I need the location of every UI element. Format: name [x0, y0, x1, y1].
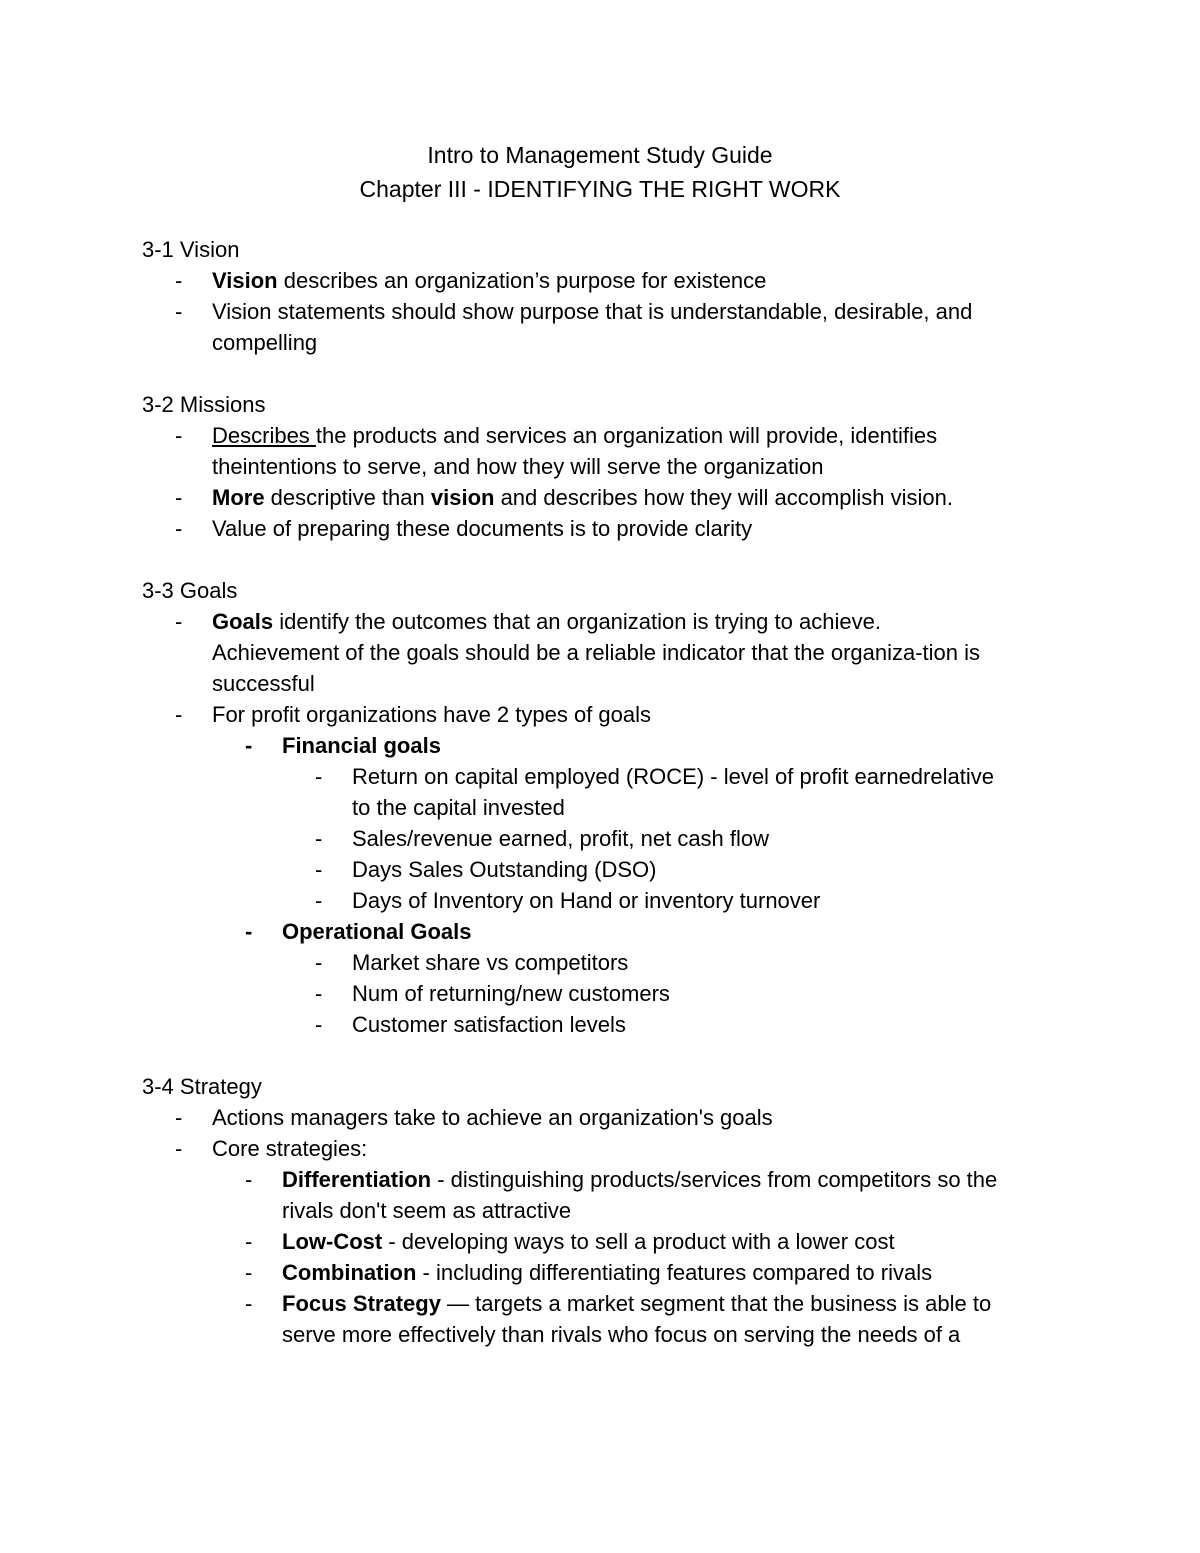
bold-term: More: [212, 485, 265, 510]
item-text: Actions managers take to achieve an organization's goals: [212, 1105, 773, 1130]
bullet-dash: -: [315, 1012, 323, 1037]
list-item: [142, 265, 1072, 296]
list-item: [142, 1102, 1072, 1133]
list-item: [142, 699, 1072, 730]
document-title: Intro to Management Study Guide: [427, 142, 773, 168]
bullet-dash: -: [175, 702, 183, 727]
list-item: [142, 1164, 1072, 1226]
item-text: Value of preparing these documents is to provide clarity: [212, 516, 753, 541]
bullet-dash: -: [315, 826, 323, 851]
bullet-dash: -: [175, 1105, 183, 1130]
bullet-dash: -: [175, 485, 183, 510]
item-text: Num of returning/new customers: [352, 981, 670, 1006]
item-text: successful: [212, 671, 315, 696]
item-text: descriptive than: [264, 485, 431, 510]
bullet-dash: -: [245, 919, 253, 944]
bullet-dash: -: [175, 516, 183, 541]
list-item: [142, 1009, 1072, 1040]
bullet-dash: -: [315, 764, 323, 789]
bullet-dash: -: [315, 888, 323, 913]
item-text: - developing ways to sell a product with a lower cost: [382, 1229, 895, 1254]
item-text: Days Sales Outstanding (DSO): [352, 857, 657, 882]
bold-term: Vision: [212, 268, 278, 293]
subheading-financial-goals: Financial goals: [282, 733, 441, 758]
underlined-term: Describes: [212, 423, 316, 448]
list-item: [142, 1226, 1072, 1257]
bullet-dash: -: [175, 609, 183, 634]
section-heading-goals: 3-3 Goals: [142, 578, 238, 603]
title-block: [0, 138, 1200, 206]
bold-term: Differentiation: [282, 1167, 432, 1192]
list-item: [142, 296, 1072, 358]
bold-term: vision: [430, 485, 495, 510]
section-heading-missions: 3-2 Missions: [142, 392, 266, 417]
bullet-dash: -: [245, 1291, 253, 1316]
item-text: Market share vs competitors: [352, 950, 629, 975]
bullet-dash: -: [245, 733, 253, 758]
section-heading-strategy: 3-4 Strategy: [142, 1074, 262, 1099]
bullet-dash: -: [315, 981, 323, 1006]
list-item: [142, 482, 1072, 513]
chapter-title: Chapter III - IDENTIFYING THE RIGHT WORK: [359, 176, 841, 202]
item-text: - including differentiating features compared to rivals: [416, 1260, 933, 1285]
list-item: [142, 606, 1072, 699]
item-text: to the capital invested: [352, 795, 565, 820]
item-text: compelling: [212, 330, 318, 355]
list-item: [142, 730, 1072, 761]
item-text: and describes how they will accomplish vision.: [494, 485, 953, 510]
bullet-dash: -: [175, 299, 183, 324]
subheading-operational-goals: Operational Goals: [282, 919, 472, 944]
item-text: Achievement of the goals should be a reliable indicator that the organiza-tion is: [212, 640, 981, 665]
list-item: [142, 1288, 1072, 1350]
list-item: [142, 947, 1072, 978]
bullet-dash: -: [315, 950, 323, 975]
item-text: serve more effectively than rivals who focus on serving the needs of a: [282, 1322, 961, 1347]
item-text: For profit organizations have 2 types of goals: [212, 702, 652, 727]
list-item: [142, 761, 1072, 823]
bold-term: Goals: [212, 609, 274, 634]
item-text: rivals don't seem as attractive: [282, 1198, 572, 1223]
bold-term: Combination: [282, 1260, 417, 1285]
bold-term: Low-Cost: [282, 1229, 383, 1254]
item-text: theintentions to serve, and how they will serve the organization: [212, 454, 824, 479]
list-item: [142, 978, 1072, 1009]
list-item: [142, 513, 1072, 544]
bold-term: Focus Strategy: [282, 1291, 441, 1316]
bullet-dash: -: [175, 423, 183, 448]
item-text: — targets a market segment that the business is able to: [440, 1291, 992, 1316]
bullet-dash: -: [245, 1260, 253, 1285]
bullet-dash: -: [245, 1229, 253, 1254]
bullet-dash: -: [315, 857, 323, 882]
item-text: - distinguishing products/services from competitors so the: [431, 1167, 998, 1192]
item-text: Customer satisfaction levels: [352, 1012, 626, 1037]
item-text: Core strategies:: [212, 1136, 368, 1161]
item-text: identify the outcomes that an organization is trying to achieve.: [273, 609, 881, 634]
list-item: [142, 854, 1072, 885]
list-item: [142, 916, 1072, 947]
item-text: Sales/revenue earned, profit, net cash flow: [352, 826, 770, 851]
item-text: Days of Inventory on Hand or inventory turnover: [352, 888, 821, 913]
list-item: [142, 1257, 1072, 1288]
item-text: the products and services an organization will provide, identifies: [315, 423, 938, 448]
bullet-dash: -: [175, 268, 183, 293]
bullet-dash: -: [175, 1136, 183, 1161]
list-item: [142, 420, 1072, 482]
item-text: Return on capital employed (ROCE) - level of profit earnedrelative: [352, 764, 994, 789]
list-item: [142, 885, 1072, 916]
bullet-dash: -: [245, 1167, 253, 1192]
section-heading-vision: 3-1 Vision: [142, 237, 240, 262]
item-text: describes an organization’s purpose for existence: [277, 268, 767, 293]
document-body: [142, 234, 1072, 1350]
list-item: [142, 1133, 1072, 1164]
list-item: [142, 823, 1072, 854]
item-text: Vision statements should show purpose that is understandable, desirable, and: [212, 299, 973, 324]
